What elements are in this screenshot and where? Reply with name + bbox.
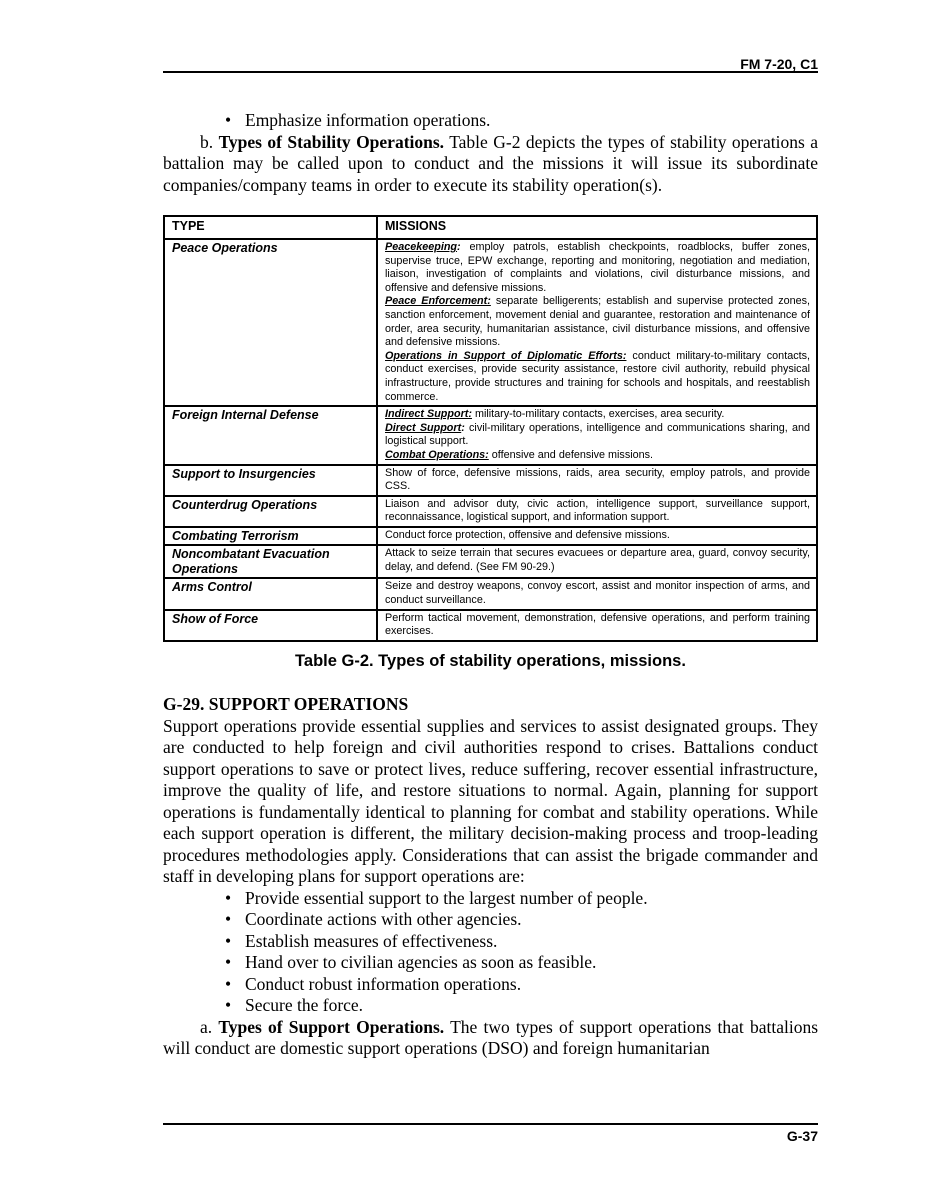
mission-entry [385,408,810,422]
bullet-text: Emphasize information operations. [245,110,491,130]
mission-label: Combat Operations: [385,448,489,461]
mission-entry [385,547,810,574]
bullet-item [163,888,818,910]
paragraph-title: Types of Stability Operations. [218,131,445,152]
missions-cell [377,239,817,406]
operation-type-cell: Peace Operations [164,239,377,406]
missions-cell [377,465,817,496]
operation-type-cell: Foreign Internal Defense [164,406,377,464]
bullet-text: Provide essential support to the largest number of people. [245,887,648,908]
paragraph-marker: b. [200,131,214,152]
mission-entry [385,449,810,463]
operation-type-cell: Combating Terrorism [164,527,377,546]
mission-text: Conduct force protection, offensive and defensive missions. [385,528,670,541]
table-row [164,610,817,641]
mission-entry [385,295,810,349]
section-title: G-29. SUPPORT OPERATIONS [163,694,409,714]
operation-type-cell: Counterdrug Operations [164,496,377,527]
table-row [164,239,817,406]
header-rule [163,71,818,73]
missions-cell [377,610,817,641]
mission-text: Seize and destroy weapons, convoy escort, assist and monitor inspection of arms, and conduct surveillance. [385,580,810,606]
table-row [164,406,817,464]
bullet-text: Coordinate actions with other agencies. [245,909,522,929]
mission-entry [385,422,810,449]
table-body [164,239,817,641]
mission-label-separator: : [461,421,465,434]
mission-text: Liaison and advisor duty, civic action, intelligence support, surveillance support, reconnaissance, logistical support, and information support. [385,497,810,524]
mission-label: Operations in Support of Diplomatic Efforts: [385,349,627,362]
paragraph-b [163,132,818,197]
bullet-item [163,952,818,974]
mission-label: Direct Support [385,421,462,434]
table-row [164,527,817,546]
running-header: FM 7-20, C1 [740,56,818,72]
bullet-text: Hand over to civilian agencies as soon as feasible. [245,952,597,972]
mission-entry [385,241,810,295]
operation-type-cell: Arms Control [164,578,377,609]
mission-text: conduct military-to-military contacts, conduct exercises, provide security assistance, restore civil authority, rebuild physical infrastructure, provide structures and training for schools and hospitals, and reestablish commerce. [385,349,810,403]
table-row [164,578,817,609]
mission-entry [385,467,810,494]
mission-text: civil-military operations, intelligence and communications sharing, and logistical support. [385,421,810,448]
table-row [164,496,817,527]
paragraph-text: The two types of support operations that battalions will conduct are domestic support operations (DSO) and foreign humanitarian [163,1016,819,1058]
mission-entry [385,612,810,639]
missions-cell [377,545,817,578]
bullet-item [163,931,818,953]
mission-text: separate belligerents; establish and supervise protected zones, sanction enforcement, movement denial and guarantee, restoration and maintenance of order, area security, humanitarian assistance, civil disturbance missions, and offensive and defensive missions. [385,295,811,349]
column-header-type: TYPE [164,216,377,239]
bullet-item [163,974,818,996]
missions-cell [377,496,817,527]
bullet-dot-icon: • [225,110,232,130]
table-caption: Table G-2. Types of stability operations, missions. [295,652,686,670]
mission-text: offensive and defensive missions. [488,448,654,461]
mission-entry [385,350,810,404]
paragraph-text: Table G-2 depicts the types of stability operations a battalion may be called upon to conduct and the missions it will issue its subordinate companies/company teams in order to execute its stability operation(s). [163,131,818,195]
footer-rule [163,1123,818,1125]
page-number: G-37 [786,1128,818,1144]
operation-type-cell: Support to Insurgencies [164,465,377,496]
table-row [164,545,817,578]
operation-type-cell: Show of Force [164,610,377,641]
bullet-dot-icon: • [225,995,232,1015]
missions-cell [377,406,817,464]
mission-label: Peace Enforcement: [385,295,491,308]
operation-type-cell: Noncombatant Evacuation Operations [164,545,377,578]
table-row [164,465,817,496]
mission-text: Attack to seize terrain that secures evacuees or departure area, guard, convoy security, delay, and defend. (See FM 90-29.) [385,547,810,573]
mission-text: Perform tactical movement, demonstration, defensive operations, and perform training exercises. [385,611,810,638]
mission-label-separator: : [457,241,461,253]
mission-text: military-to-military contacts, exercises, area security. [471,408,725,421]
table-header-row [164,216,817,239]
paragraph-a [163,1017,818,1060]
bullet-item [163,909,818,931]
mission-entry [385,580,810,607]
missions-cell [377,578,817,609]
mission-text: Show of force, defensive missions, raids, area security, employ patrols, and provide CSS. [385,466,810,493]
bullet-item [163,110,818,132]
bullet-dot-icon: • [225,909,232,929]
section-support-operations [163,694,818,1060]
bullet-text: Conduct robust information operations. [245,973,522,994]
bullet-dot-icon: • [225,952,232,972]
mission-text: employ patrols, establish checkpoints, roadblocks, buffer zones, supervise truce, EPW exchange, reporting and monitoring, negotiation and mediation, liaison, investigation of complaints and violations, civil disturbance missions, and offensive and defensive missions. [385,241,810,294]
paragraph-marker: a. [200,1016,213,1037]
mission-label: Peacekeeping [385,241,458,253]
mission-entry [385,498,810,525]
paragraph-title: Types of Support Operations. [218,1016,445,1037]
bullet-dot-icon: • [225,930,232,951]
missions-cell [377,527,817,546]
section-paragraph: Support operations provide essential supplies and services to assist designated groups. They are conducted to help foreign and civil authorities respond to crises. Battalions conduct support operations to save or protect lives, reduce suffering, recover essential infrastructure, improve the quality of life, and restore situations to normal. Again, planning for support operations is fundamentally identical to planning for combat and stability operations. While each support operation is different, the military decision-making process and troop-leading procedures methodologies apply. Considerations that can assist the brigade commander and staff in developing plans for support operations are: [163,715,818,886]
bullet-text: Secure the force. [245,995,364,1015]
bullet-dot-icon: • [225,887,232,908]
intro-block [163,110,818,196]
mission-label: Indirect Support: [385,408,472,421]
bullet-text: Establish measures of effectiveness. [245,930,498,951]
stability-operations-table [163,215,818,642]
mission-entry [385,529,810,543]
column-header-missions: MISSIONS [377,216,817,239]
bullet-item [163,995,818,1017]
bullet-list [163,888,818,1017]
bullet-dot-icon: • [225,973,232,994]
